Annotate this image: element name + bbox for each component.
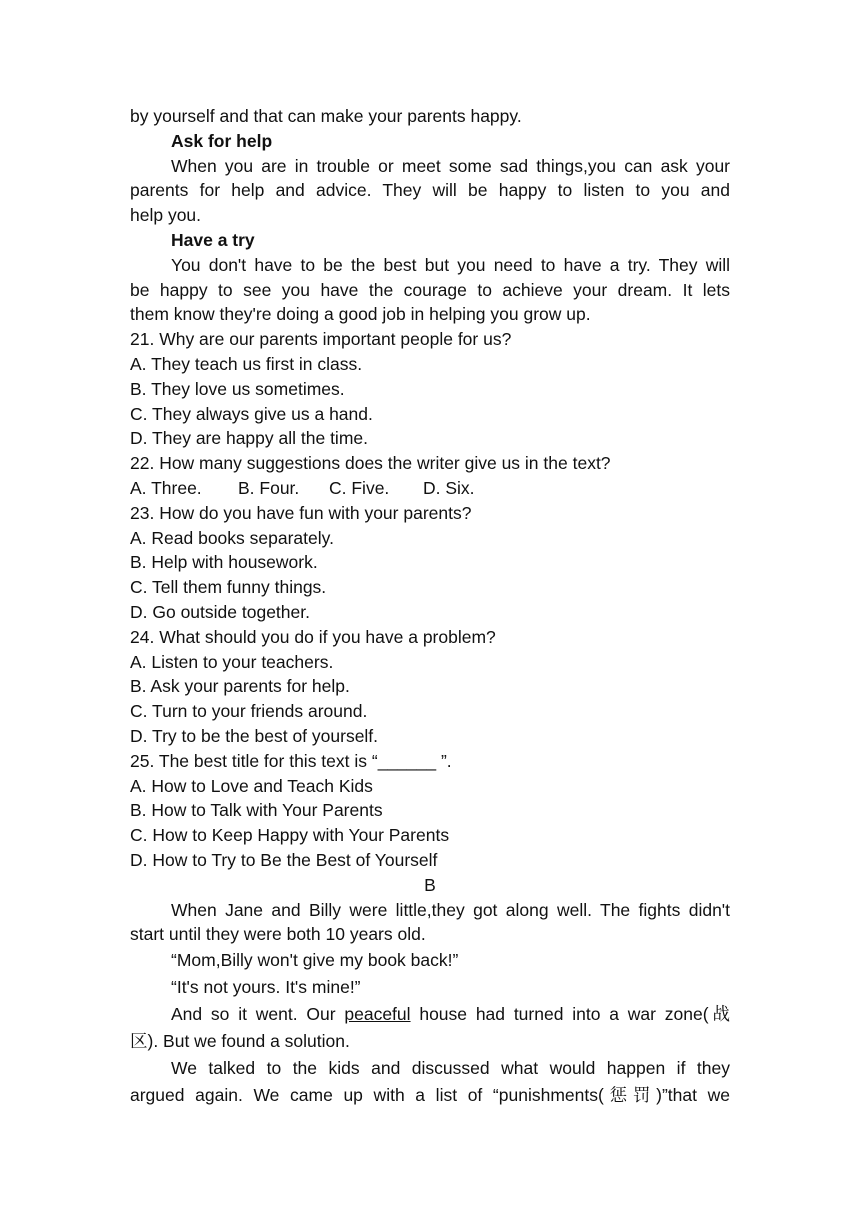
paragraph-line: We talked to the kids and discussed what would happen if they (171, 1058, 730, 1079)
answer-option: C. Tell them funny things. (130, 577, 327, 598)
answer-option: B. They love us sometimes. (130, 378, 345, 399)
paragraph-line: When you are in trouble or meet some sad things,you can ask your (171, 155, 730, 176)
text-run: house had turned into a war zone(战 (410, 1004, 730, 1025)
paragraph-line: 区). But we found a solution. (130, 1031, 350, 1052)
answer-option: C. Five. (329, 477, 390, 498)
answer-option: A. Three. (130, 477, 202, 498)
question-stem: 25. The best title for this text is “______ ”. (130, 750, 452, 771)
answer-option: D. Try to be the best of yourself. (130, 725, 379, 746)
answer-option: B. Four. (238, 477, 300, 498)
answer-option: A. Read books separately. (130, 527, 334, 548)
paragraph-line: parents for help and advice. They will be happy to listen to you and (130, 180, 730, 201)
paragraph-line: help you. (130, 205, 202, 226)
paragraph-line (130, 1001, 730, 1028)
answer-option: A. They teach us first in class. (130, 353, 363, 374)
answer-option: D. Go outside together. (130, 601, 310, 622)
section-heading-ask-for-help: Ask for help (171, 130, 273, 151)
section-label-b: B (424, 874, 436, 895)
answer-option: D. They are happy all the time. (130, 428, 368, 449)
answer-option: C. How to Keep Happy with Your Parents (130, 825, 450, 846)
question-stem: 21. Why are our parents important people for us? (130, 329, 512, 350)
answer-option: B. Ask your parents for help. (130, 676, 350, 697)
answer-option: A. How to Love and Teach Kids (130, 775, 373, 796)
dialogue-quote: “It's not yours. It's mine!” (171, 977, 361, 998)
document-page (130, 104, 730, 1109)
text-run: And so it went. Our (171, 1004, 345, 1025)
answer-option: C. They always give us a hand. (130, 403, 373, 424)
answer-option: D. How to Try to Be the Best of Yourself (130, 849, 438, 870)
paragraph-line: argued again. We came up with a list of “punishments(惩罚)”that we (130, 1085, 730, 1106)
paragraph-line: them know they're doing a good job in helping you grow up. (130, 304, 591, 325)
answer-options-row (130, 476, 730, 501)
paragraph-line: start until they were both 10 years old. (130, 924, 426, 945)
answer-option: D. Six. (423, 477, 475, 498)
answer-option: A. Listen to your teachers. (130, 651, 334, 672)
paragraph-line: be happy to see you have the courage to achieve your dream. It lets (130, 279, 730, 300)
question-stem: 23. How do you have fun with your parents? (130, 502, 472, 523)
underlined-word: peaceful (344, 1004, 411, 1025)
paragraph-line: You don't have to be the best but you need to have a try. They will (171, 254, 730, 275)
paragraph-line: When Jane and Billy were little,they got along well. The fights didn't (171, 899, 730, 920)
question-stem: 24. What should you do if you have a problem? (130, 626, 496, 647)
answer-option: B. Help with housework. (130, 552, 318, 573)
section-heading-have-a-try: Have a try (171, 229, 255, 250)
answer-option: C. Turn to your friends around. (130, 701, 368, 722)
paragraph-line: by yourself and that can make your parents happy. (130, 106, 522, 126)
dialogue-quote: “Mom,Billy won't give my book back!” (171, 950, 459, 971)
answer-option: B. How to Talk with Your Parents (130, 800, 383, 821)
question-stem: 22. How many suggestions does the writer give us in the text? (130, 453, 611, 474)
